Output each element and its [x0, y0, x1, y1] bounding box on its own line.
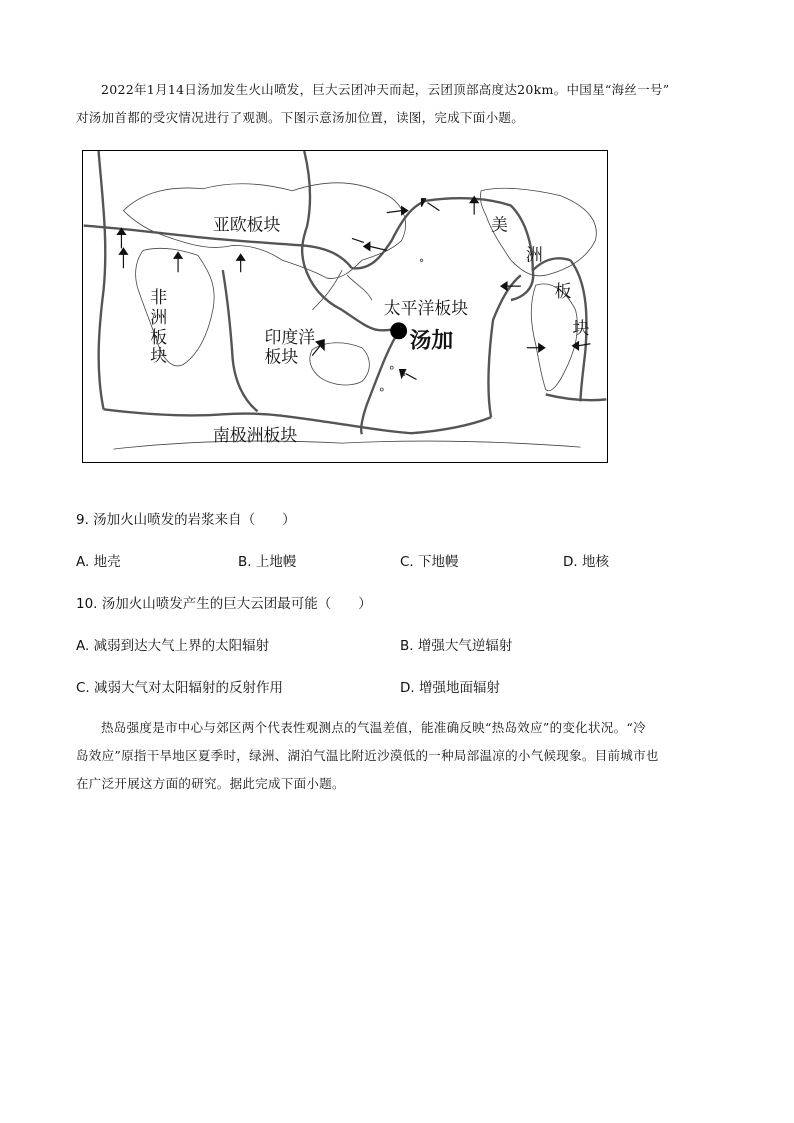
tonga-label: 汤加 — [409, 328, 454, 354]
svg-text:非: 非 — [150, 287, 168, 308]
q9-option-d: D. 地核 — [563, 554, 609, 570]
motion-arrows — [117, 197, 590, 380]
pacific-plate-label: 太平洋板块 — [383, 297, 469, 318]
outro-line-2: 岛效应”原指干旱地区夏季时，绿洲、湖泊气温比附近沙漠低的一种局部温凉的小气候现象。目前城市也 — [76, 748, 659, 763]
q10-option-c: C. 减弱大气对太阳辐射的反射作用 — [76, 680, 284, 696]
tonga-marker — [390, 322, 407, 339]
intro-line-1: 2022年1月14日汤加发生火山喷发，巨大云团冲天而起，云团顶部高度达20km。中国星“海丝一号” — [101, 82, 670, 97]
svg-text:块: 块 — [150, 345, 168, 366]
intro-line-2: 对汤加首都的受灾情况进行了观测。下图示意汤加位置，读图，完成下面小题。 — [76, 110, 525, 125]
outro-line-1: 热岛强度是市中心与郊区两个代表性观测点的气温差值，能准确反映“热岛效应”的变化状况。“冷 — [101, 720, 646, 735]
arrow-icon — [352, 238, 364, 242]
svg-text:洲: 洲 — [525, 244, 543, 265]
african-plate-label — [150, 287, 167, 366]
indian-plate-label — [265, 327, 316, 367]
arrow-icon — [174, 252, 182, 272]
question-10-stem: 10. 汤加火山喷发产生的巨大云团最可能（ ） — [76, 596, 372, 612]
svg-text:洲: 洲 — [150, 306, 168, 327]
question-9-stem: 9. 汤加火山喷发的岩浆来自（ ） — [76, 512, 296, 528]
q10-option-a: A. 减弱到达大气上界的太阳辐射 — [76, 638, 270, 654]
arrow-icon — [400, 370, 417, 380]
outro-line-3: 在广泛开展这方面的研究。据此完成下面小题。 — [76, 776, 345, 791]
svg-text:美: 美 — [491, 214, 508, 235]
arrow-icon — [501, 282, 521, 290]
arrow-icon — [387, 207, 408, 215]
plate-map — [82, 150, 608, 463]
arrow-icon — [364, 242, 387, 250]
svg-text:板块: 板块 — [264, 346, 299, 367]
plate-map-svg — [83, 151, 607, 462]
q9-option-a: A. 地壳 — [76, 554, 121, 570]
q9-option-b: B. 上地幔 — [238, 554, 297, 570]
svg-text:块: 块 — [572, 317, 590, 338]
svg-text:板: 板 — [554, 281, 572, 302]
q9-option-c: C. 下地幔 — [400, 554, 459, 570]
q10-option-d: D. 增强地面辐射 — [400, 680, 500, 696]
arrow-icon — [237, 254, 245, 272]
svg-text:印度洋: 印度洋 — [264, 326, 316, 347]
arrow-icon — [119, 248, 127, 268]
antarctic-plate-label: 南极洲板块 — [212, 425, 298, 446]
eurasian-plate-label: 亚欧板块 — [212, 214, 281, 235]
q10-option-b: B. 增强大气逆辐射 — [400, 638, 513, 654]
svg-text:板: 板 — [150, 326, 168, 347]
arrow-icon — [117, 229, 125, 249]
